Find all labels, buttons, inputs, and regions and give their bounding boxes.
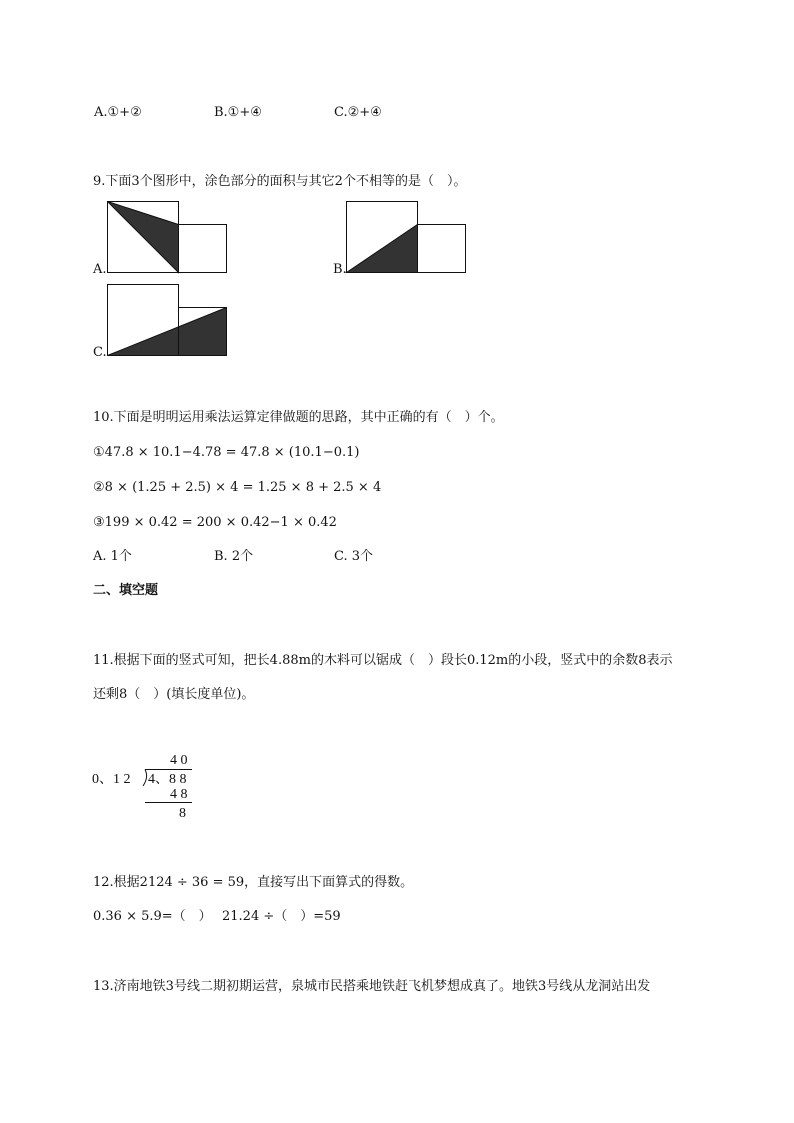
division-dividend: 4、8 8 — [148, 772, 187, 787]
q12-expression-1: 0.36 × 5.9=（ ） — [93, 909, 212, 924]
q9-label-c: C. — [93, 345, 107, 360]
q10-option-c: C. 3个 — [334, 549, 374, 564]
q9-figure-b — [346, 201, 470, 275]
q9-label-b: B. — [333, 262, 347, 277]
q11-line-2: 还剩8（ ）(填长度单位)。 — [93, 687, 255, 702]
q8-option-c: C.②+④ — [334, 105, 382, 120]
division-product: 4 8 — [170, 787, 188, 802]
q12-stem: 12.根据2124 ÷ 36 = 59，直接写出下面算式的得数。 — [93, 875, 414, 890]
q10-line-1: ①47.8 × 10.1−4.78 = 47.8 × (10.1−0.1) — [93, 445, 360, 460]
q13-stem: 13.济南地铁3号线二期初期运营，泉城市民搭乘地铁赶飞机梦想成真了。地铁3号线从龙洞站出发 — [93, 979, 651, 994]
q10-line-3: ③199 × 0.42 = 200 × 0.42−1 × 0.42 — [93, 515, 337, 530]
q12-expression-2: 21.24 ÷（ ）=59 — [222, 909, 341, 924]
q10-option-a: A. 1个 — [93, 549, 132, 564]
q9-stem: 9.下面3个图形中，涂色部分的面积与其它2个不相等的是（ ）。 — [93, 174, 467, 189]
long-division — [90, 752, 210, 824]
division-quotient: 4 0 — [170, 753, 188, 768]
section-title: 二、填空题 — [93, 583, 159, 598]
q9-label-a: A. — [93, 262, 107, 277]
division-bracket — [90, 752, 210, 824]
q8-option-a: A.①+② — [94, 105, 142, 120]
q10-stem: 10.下面是明明运用乘法运算定律做题的思路，其中正确的有（ ）个。 — [93, 410, 504, 425]
q9-figure-c — [107, 284, 231, 358]
q10-option-b: B. 2个 — [214, 549, 254, 564]
q11-line-1: 11.根据下面的竖式可知，把长4.88m的木料可以锯成（ ）段长0.12m的小段，竖式中的余数8表示 — [93, 653, 673, 668]
q8-option-b: B.①+④ — [214, 105, 262, 120]
q10-line-2: ②8 × (1.25 + 2.5) × 4 = 1.25 × 8 + 2.5 × 4 — [93, 480, 382, 495]
division-remainder: 8 — [179, 806, 186, 821]
division-divisor: 0、1 2 — [92, 772, 131, 787]
q9-figure-a — [107, 201, 231, 275]
